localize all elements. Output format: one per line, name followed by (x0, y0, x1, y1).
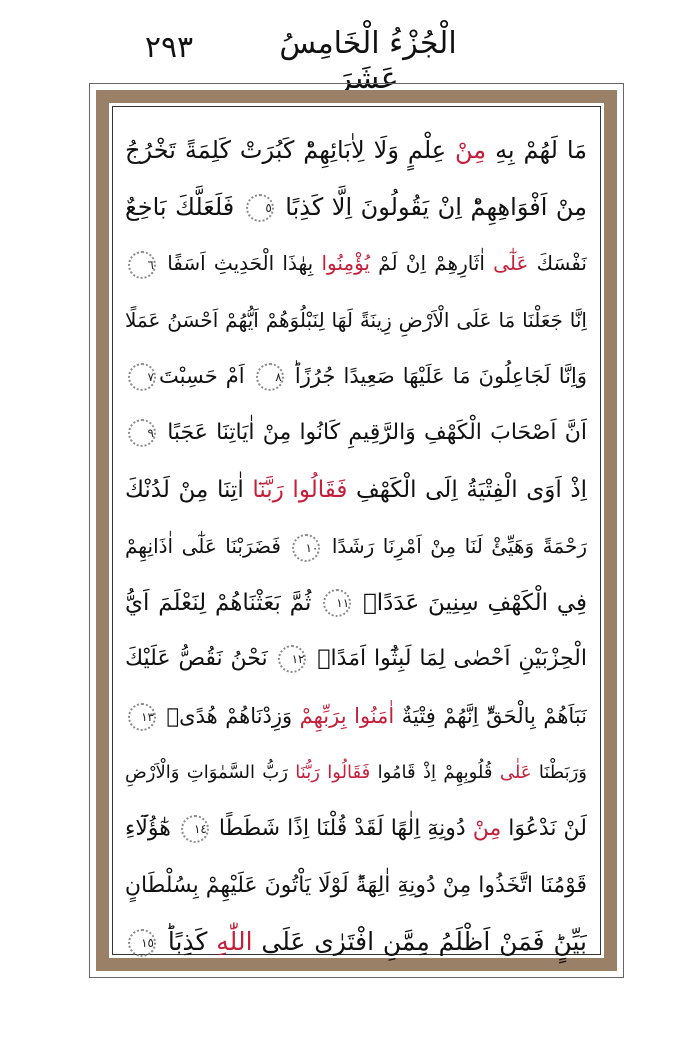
ayah-number-marker: ٨ (256, 363, 284, 391)
verse-line (125, 516, 587, 576)
ayah-number-marker: ١٥ (128, 929, 156, 957)
verse-line (125, 629, 587, 689)
verse-text: نَحْنُ نَقُصُّ عَلَيْكَ (125, 646, 276, 672)
verse-line (125, 573, 587, 633)
verse-text: نَفْسَكَ (528, 251, 587, 276)
ayah-number-marker: ١٣ (128, 703, 156, 731)
verse-text: قَوْمُنَا اتَّخَذُوا مِنْ دُونِهِٓ اٰلِهَةًؕ لَوْلَا يَاْتُونَ عَلَيْهِمْ بِسُلْطَانٍ (125, 872, 587, 898)
verse-text: ثُمَّ بَعَثْنَاهُمْ لِنَعْلَمَ اَيُّ (125, 589, 321, 616)
verse-text: هٰٓؤُلَٓاءِ (125, 816, 178, 842)
page-number: ٢٩٣ (144, 30, 194, 65)
verse-line (125, 120, 587, 180)
verse-text: اَنَّ اَصْحَابَ الْكَهْفِ وَالرَّقِيمِ كَانُوا مِنْ اٰيَاتِنَا عَجَبًا (159, 420, 587, 445)
verse-text: مِنْ اَفْوَاهِهِمْؕ اِنْ يَقُولُونَ اِلَّا كَذِبًا (276, 192, 587, 221)
verse-text: اٰتِنَا مِنْ لَدُنْكَ (125, 476, 253, 503)
juz-title: الْجُزْءُ الْخَامِسُ عَشَرَ (268, 26, 468, 99)
verse-text: اَمْ حَسِبْتَ (159, 364, 253, 389)
verse-line (125, 743, 587, 803)
verse-text: دُونِهِٓ اِلٰهًا لَقَدْ قُلْنَا اِذًا شَطَطًا (211, 816, 473, 842)
verse-text: رَحْمَةً وَهَيِّئْ لَنَا مِنْ اَمْرِنَا رَشَدًا (323, 534, 587, 559)
ayah-number-marker: ١٢ (278, 645, 306, 673)
verse-text: رَبُّ السَّمٰوَاتِ وَالْاَرْضِ (125, 761, 296, 783)
verse-line (125, 856, 587, 916)
verse-line (125, 403, 587, 463)
verse-text: وَاِنَّا لَجَاعِلُونَ مَا عَلَيْهَا صَعِيدًا جُرُزًاؕ (286, 364, 587, 389)
ayah-number-marker: ٧ (128, 363, 156, 391)
verse-text: اِنَّا جَعَلْنَا مَا عَلَى الْاَرْضِ زِينَةً لَهَا لِنَبْلُوَهُمْ اَيُّهُمْ اَحْسَنُ عَمَلًا (125, 307, 587, 332)
verse-text: الْحِزْبَيْنِ اَحْصٰى لِمَا لَبِثُٓوا اَمَدًاۚ (309, 646, 587, 672)
ayah-number-marker: ١١ (323, 589, 351, 617)
ayah-number-marker: ٩ (128, 419, 156, 447)
verse-text: كَذِبًاؕ (159, 927, 217, 957)
ayah-number-marker: ٥ (246, 194, 274, 222)
verse-text: فَضَرَبْنَا عَلٰٓى اٰذَانِهِمْ (125, 534, 290, 559)
verse-text: بِهٰذَا الْحَدِيثِ اَسَفًا (159, 251, 322, 276)
verse-line (125, 912, 587, 972)
ayah-number-marker: ١٤ (181, 815, 209, 843)
verse-text: فَلَعَلَّكَ بَاخِعٌ (125, 192, 243, 221)
verse-text: لَنْ نَدْعُوَا (501, 816, 587, 842)
highlighted-word: فَقَالُوا رَبُّنَا (295, 761, 371, 783)
ayah-number-marker: ١٠ (292, 534, 320, 562)
verse-text: فِي الْكَهْفِ سِنِينَ عَدَدًاۙ (354, 589, 587, 616)
verse-text: وَزِدْنَاهُمْ هُدًىۗ (159, 704, 300, 728)
quran-text-area (125, 120, 587, 958)
verse-line (125, 177, 587, 237)
highlighted-word: يُؤْمِنُوا (321, 251, 370, 276)
highlighted-word: مِنْ (472, 816, 502, 842)
verse-line (125, 233, 587, 293)
highlighted-word: عَلٰى (499, 761, 532, 783)
verse-line (125, 799, 587, 859)
verse-text: اِذْ اَوَى الْفِتْيَةُ اِلَى الْكَهْفِ (347, 476, 587, 503)
verse-text: بَيِّنٍؕ فَمَنْ اَظْلَمُ مِمَّنِ افْتَرٰى عَلَى (252, 927, 587, 957)
verse-line (125, 290, 587, 350)
verse-text: اٰثَارِهِمْ اِنْ لَمْ (369, 251, 494, 276)
highlighted-word: اللّٰهِ (216, 927, 253, 957)
verse-text: عِلْمٍ وَلَا لِاٰبَائِهِمْؕ كَبُرَتْ كَلِمَةً تَخْرُجُ (125, 136, 456, 164)
verse-text: وَرَبَطْنَا (531, 761, 587, 783)
ayah-number-marker: ٦ (128, 251, 156, 279)
verse-text: نَبَاَهُمْ بِالْحَقِّؕ اِنَّهُمْ فِتْيَةٌ (394, 704, 587, 728)
verse-text: قُلُوبِهِمْ اِذْ قَامُوا (370, 761, 500, 783)
verse-line (125, 460, 587, 520)
verse-line (125, 686, 587, 746)
highlighted-word: عَلٰٓى (493, 251, 529, 276)
highlighted-word: اٰمَنُوا بِرَبِّهِمْ (299, 704, 395, 728)
verse-line (125, 346, 587, 406)
page-header (0, 0, 700, 96)
verse-text: مَا لَهُمْ بِهِ (486, 136, 587, 164)
highlighted-word: مِنْ (455, 136, 487, 164)
highlighted-word: فَقَالُوا رَبَّنَٓا (252, 476, 348, 503)
